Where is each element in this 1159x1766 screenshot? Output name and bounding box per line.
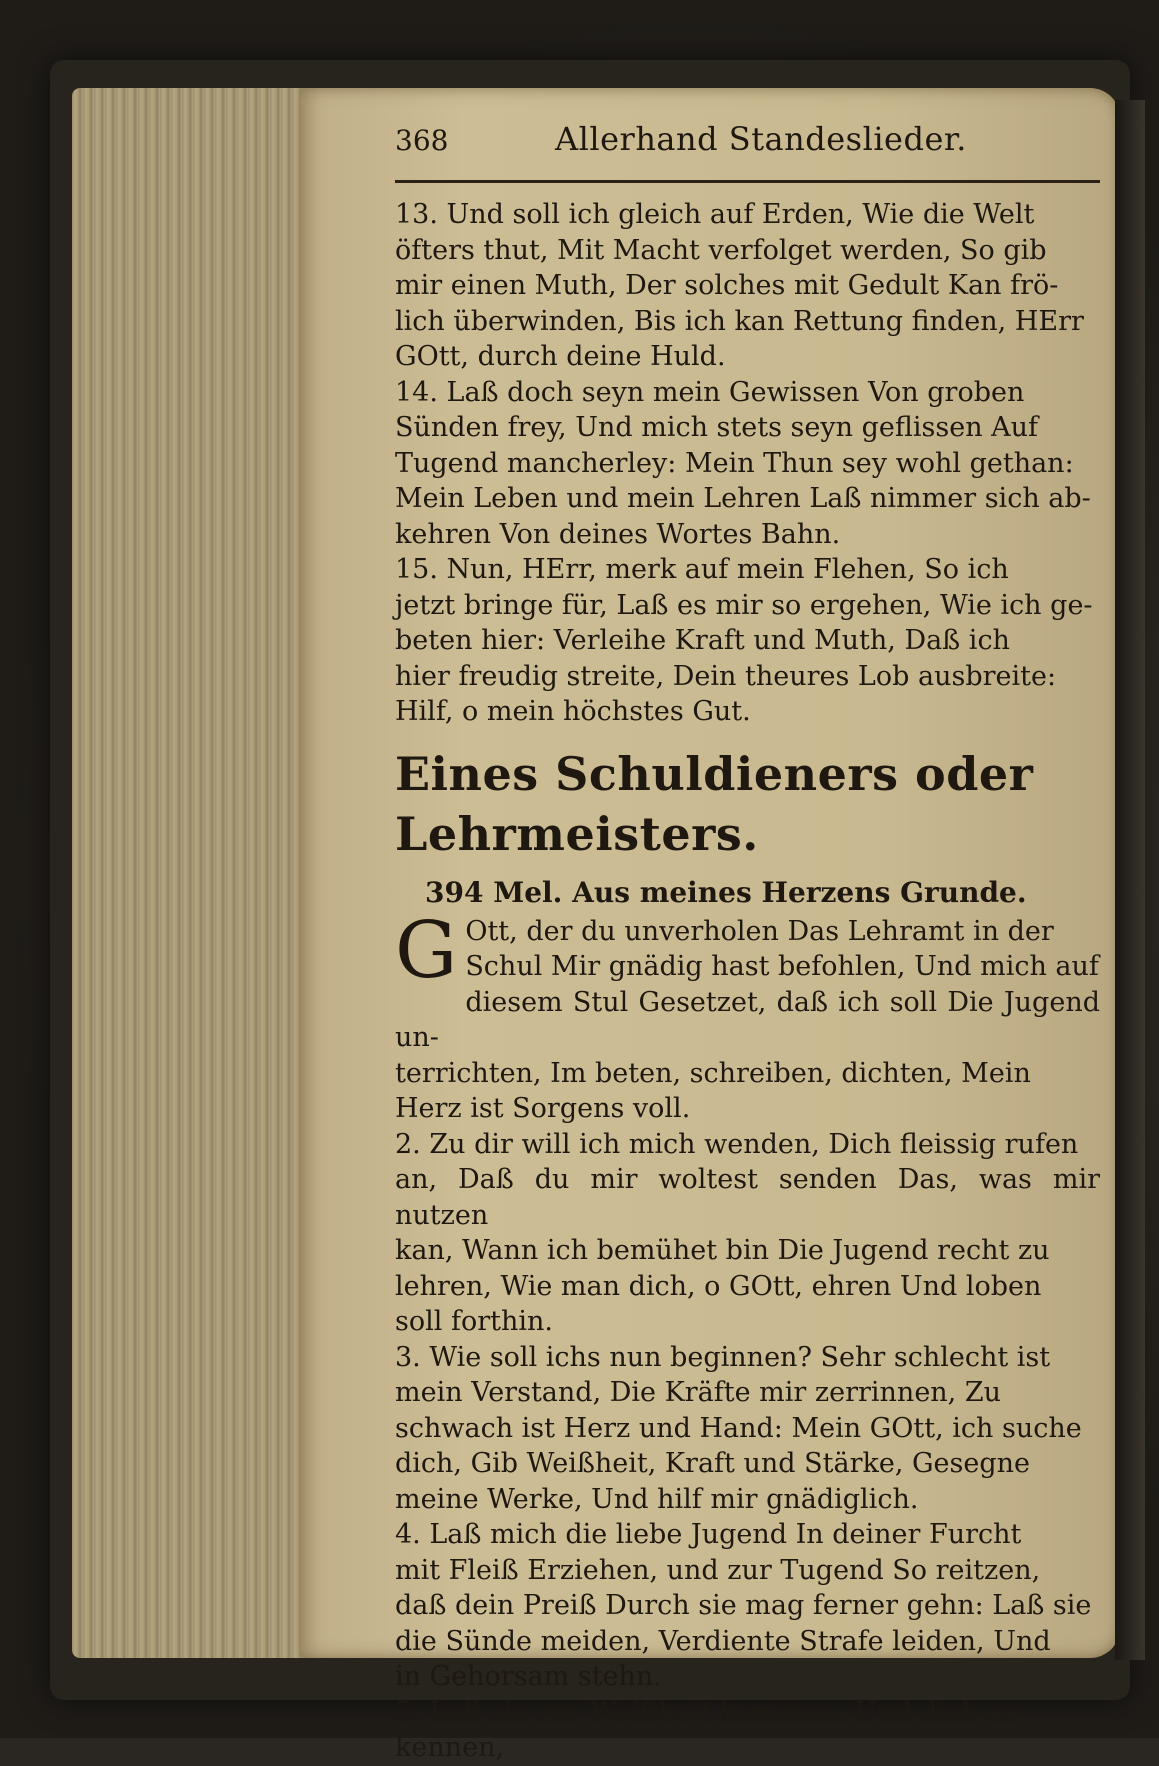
melody-line: 394 Mel. Aus meines Herzens Grunde. bbox=[425, 875, 1027, 909]
stanza-5: 5. Laß sie zur Weißheit kommen, Und dich er- kennen, bbox=[395, 1696, 1026, 1763]
stanza-1 bbox=[395, 905, 1100, 1127]
drop-cap: G bbox=[395, 905, 458, 996]
stanza-13: 13. Und soll ich gleich auf Erden, Wie die Welt öfters thut, Mit Macht verfolget werden, So gib mir einen Muth, Der solches mit Gedult Kan frö- lich überwinden, Bis ich kan Rettung finden, HErr GOtt, durch deine Huld. bbox=[395, 199, 1084, 372]
book-binding-shadow bbox=[1115, 100, 1145, 1660]
header-rule bbox=[395, 180, 1100, 183]
stanza-4: 4. Laß mich die liebe Jugend In deiner Furcht mit Fleiß Erziehen, und zur Tugend So reitzen, daß dein Preiß Durch sie mag ferner gehn: Laß sie die Sünde meiden, Verdiente Strafe leiden, Und in Gehorsam stehn. bbox=[395, 1519, 1092, 1692]
page-edges bbox=[72, 88, 332, 1658]
stanza-14: 14. Laß doch seyn mein Gewissen Von groben Sünden frey, Und mich stets seyn geflissen Auf Tugend mancherley: Mein Thun sey wohl gethan: Mein Leben und mein Lehren Laß nimmer sich ab- kehren Von deines Wortes Bahn. bbox=[395, 376, 1091, 550]
page-number: 368 bbox=[395, 124, 449, 157]
stanza-3: 3. Wie soll ichs nun beginnen? Sehr schlecht ist mein Verstand, Die Kräfte mir zerrinnen, Zu schwach ist Herz und Hand: Mein GOtt, ich suche dich, Gib Weißheit, Kraft und Stärke, Gesegne meine Werke, Und hilf mir gnädiglich. bbox=[395, 1341, 1082, 1515]
running-title: Allerhand Standeslieder. bbox=[555, 120, 967, 158]
page-content bbox=[395, 120, 1100, 1766]
page-header bbox=[395, 120, 1100, 166]
stanza-2: 2. Zu dir will ich mich wenden, Dich fleissig rufen an, Daß du mir woltest senden Das, was mir nutzen kan, Wann ich bemühet bin Die Jugend recht zu lehren, Wie man dich, o GOtt, ehren Und loben soll forthin. bbox=[395, 1128, 1100, 1337]
stanza-15: 15. Nun, HErr, merk auf mein Flehen, So ich jetzt bringe für, Laß es mir so ergehen, Wie ich ge- beten hier: Verleihe Kraft und Muth, Daß ich hier freudig streite, Dein theures Lob ausbreite: Hilf, o mein höchstes Gut. bbox=[395, 554, 1093, 727]
stanza-1-text: Ott, der du unverholen Das Lehramt in der Schul Mir gnädig hast befohlen, Und mich auf diesem Stul Gesetzet, daß ich soll Die Jugend un- terrichten, Im beten, schreiben, dichten, Mein Herz ist Sorgens voll. bbox=[395, 915, 1100, 1124]
section-heading: Eines Schuldieners oder Lehrmeisters. bbox=[395, 746, 1034, 861]
